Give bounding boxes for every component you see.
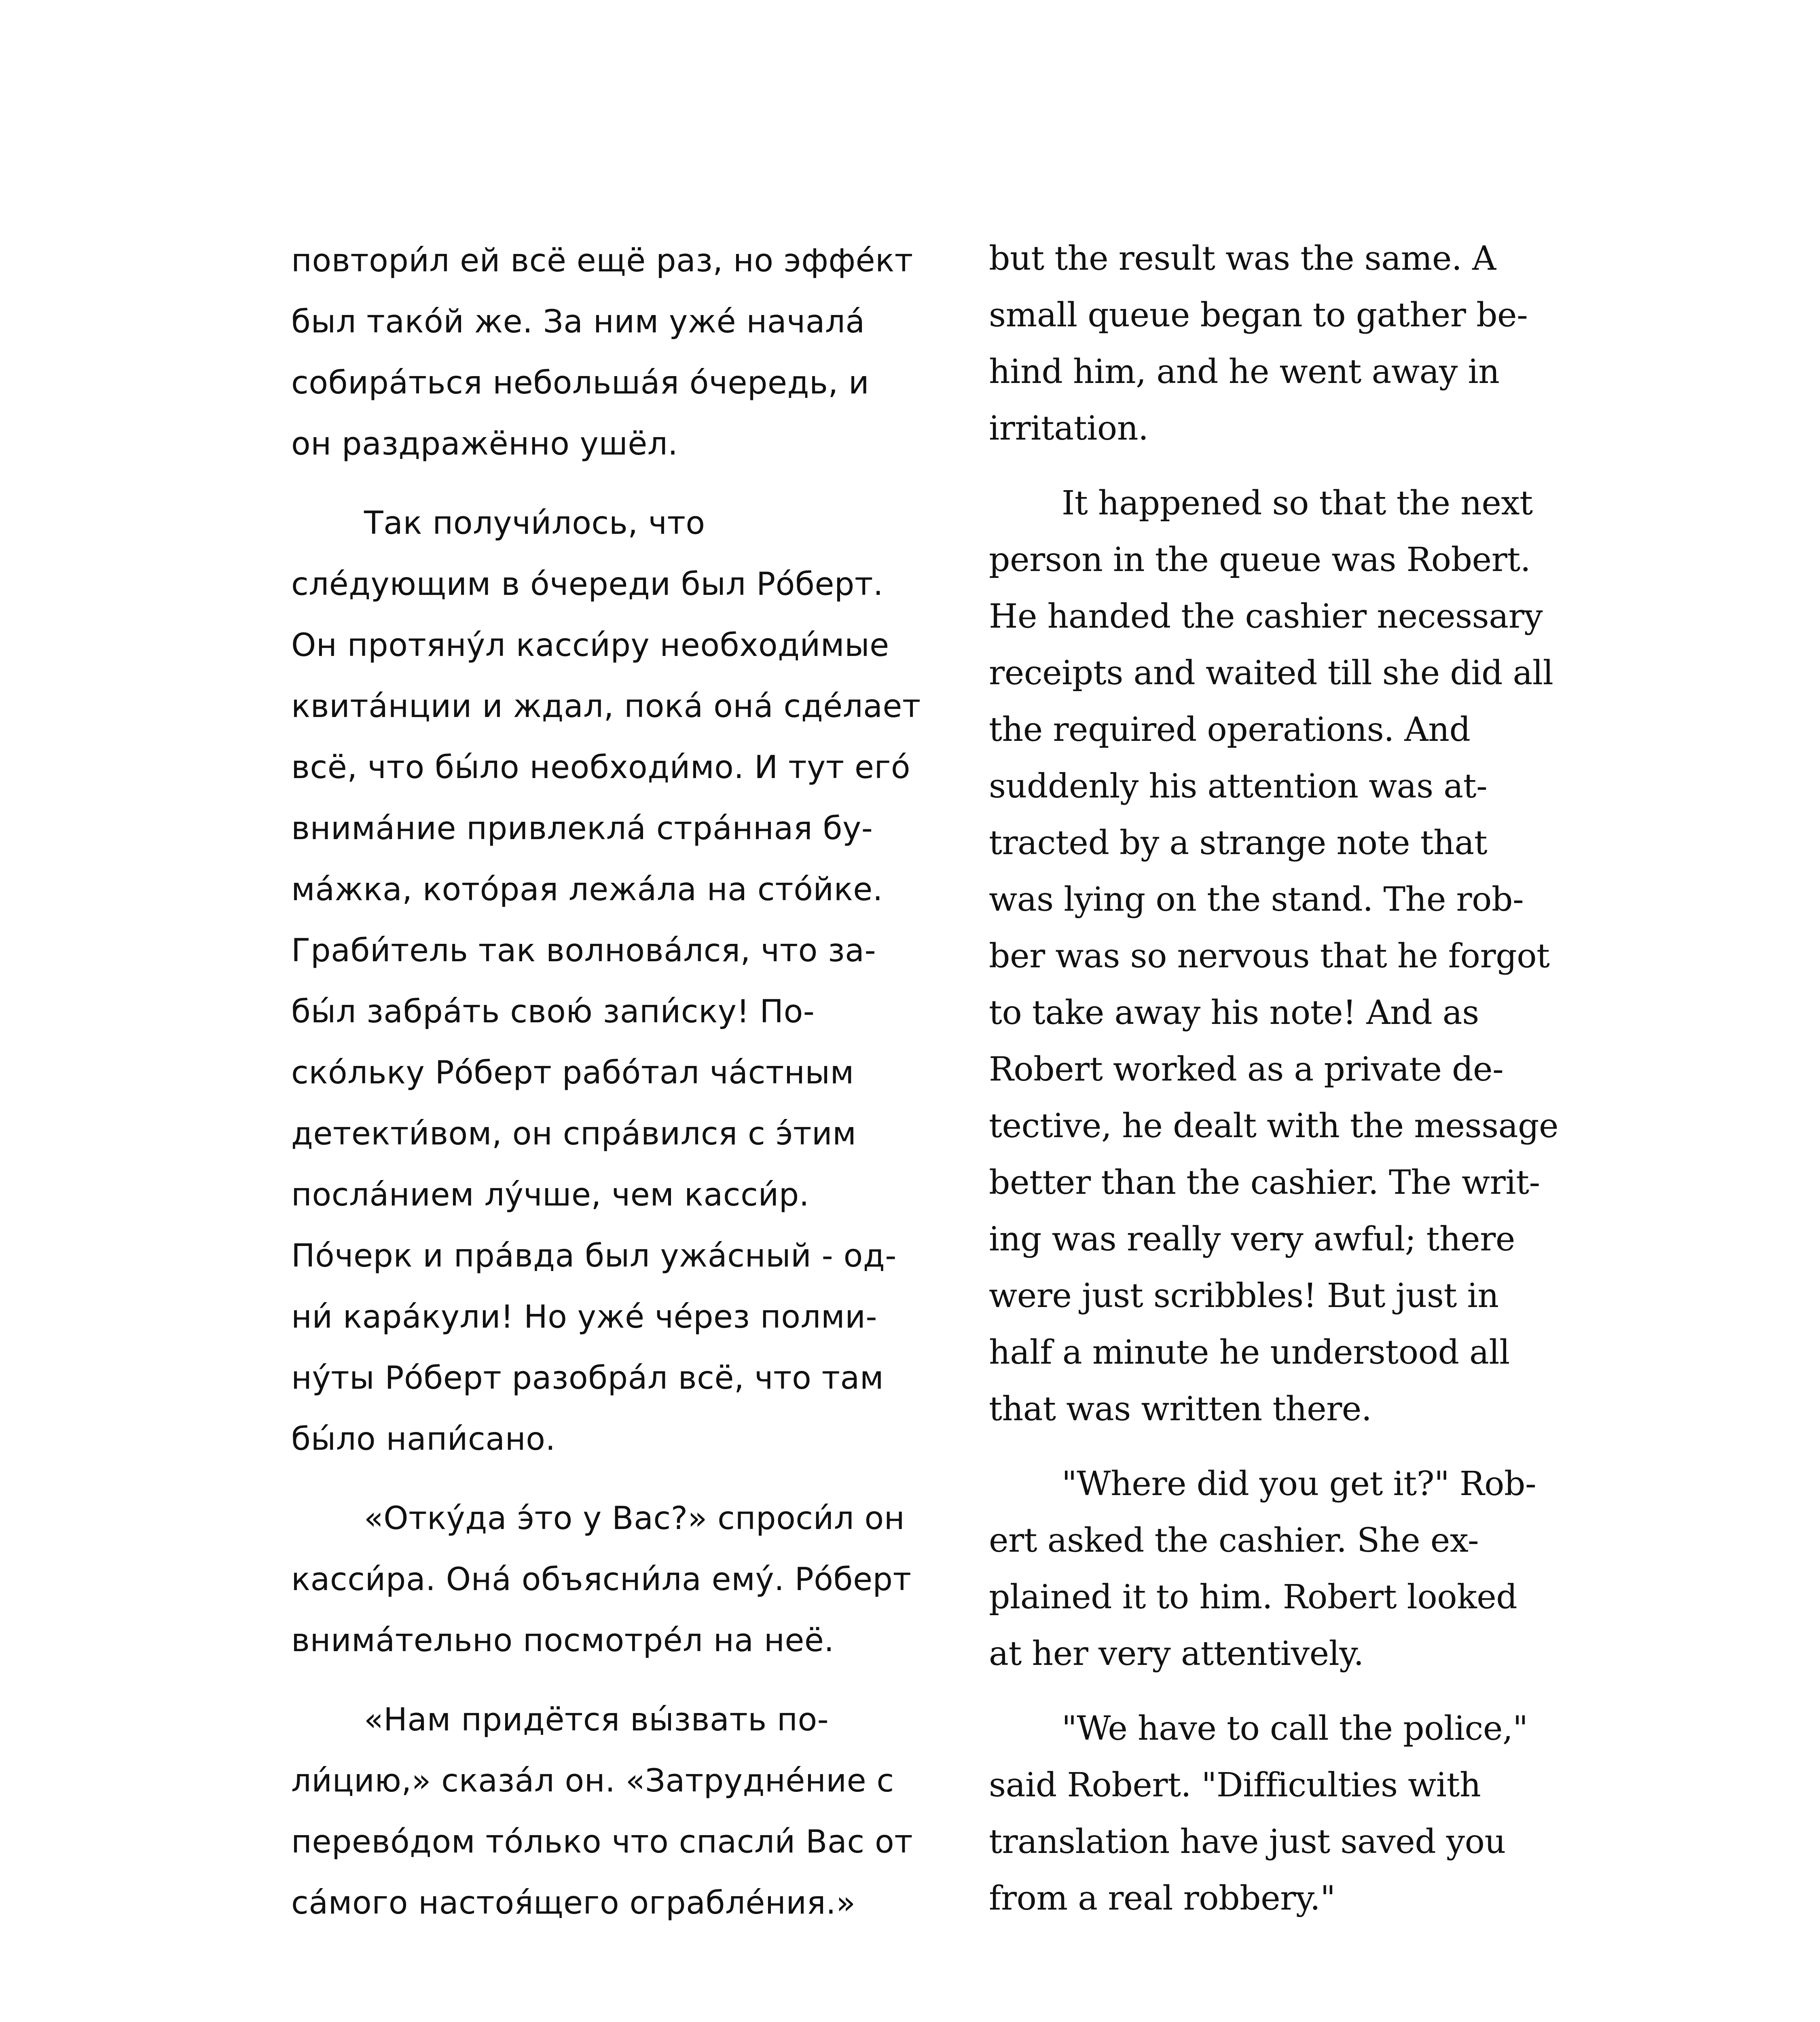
text-line: ли́цию,» сказа́л он. «Затрудне́ние с [291, 1763, 894, 1799]
text-line: сле́дующим в о́череди был Ро́берт. [291, 566, 884, 603]
en-paragraph-3 [989, 1456, 1579, 1682]
text-line: бы́л забра́ть свою́ запи́ску! По- [291, 994, 815, 1030]
text-line: внима́ние привлекла́ стра́нная бу- [291, 810, 873, 847]
text-line: was lying on the stand. The rob- [989, 880, 1524, 919]
ru-paragraph-4 [291, 1690, 959, 1934]
text-line: receipts and waited till she did all [989, 654, 1553, 692]
text-line: Он протяну́л касси́ру необходи́мые [291, 627, 889, 664]
text-line: to take away his note! And as [989, 994, 1479, 1032]
text-line: «Отку́да э́то у Вас?» спроси́л он [364, 1500, 905, 1537]
text-line: tective, he dealt with the message [989, 1107, 1559, 1145]
text-line: Так получи́лось, что [364, 505, 705, 541]
text-line: plained it to him. Robert looked [989, 1578, 1517, 1616]
text-line: ber was so nervous that he forgot [989, 937, 1550, 975]
text-line: the required operations. And [989, 711, 1471, 749]
text-line: са́мого настоя́щего ограбле́ния.» [291, 1885, 856, 1921]
text-line: Граби́тель так волнова́лся, что за- [291, 933, 876, 969]
text-line: повтори́л ей всё ещё раз, но эффе́кт [291, 243, 913, 279]
text-line: that was written there. [989, 1390, 1372, 1428]
text-line: from a real robbery." [989, 1879, 1335, 1918]
text-line: Robert worked as a private de- [989, 1050, 1504, 1089]
text-line: It happened so that the next [1062, 484, 1533, 522]
text-line: "We have to call the police," [1062, 1709, 1528, 1748]
text-line: ert asked the cashier. She ex- [989, 1521, 1479, 1560]
text-line: ма́жка, кото́рая лежа́ла на сто́йке. [291, 871, 883, 908]
text-line: suddenly his attention was at- [989, 767, 1488, 806]
text-line: собира́ться небольша́я о́чередь, и [291, 365, 870, 401]
ru-paragraph-3 [291, 1488, 959, 1671]
text-line: better than the cashier. The writ- [989, 1163, 1540, 1202]
text-line: всё, что бы́ло необходи́мо. И тут его́ [291, 749, 911, 786]
text-line: but the result was the same. A [989, 239, 1496, 278]
en-paragraph-2 [989, 475, 1579, 1438]
text-line: person in the queue was Robert. [989, 541, 1531, 579]
russian-text-column [291, 231, 959, 1934]
text-line: half a minute he understood all [989, 1333, 1510, 1372]
text-line: «Нам придётся вы́звать по- [364, 1702, 829, 1738]
text-line: were just scribbles! But just in [989, 1277, 1499, 1315]
text-line: внима́тельно посмотре́л на неё. [291, 1622, 834, 1659]
text-line: квита́нции и ждал, пока́ она́ сде́лает [291, 688, 921, 725]
text-line: перево́дом то́лько что спасли́ Вас от [291, 1824, 913, 1860]
text-line: был тако́й же. За ним уже́ начала́ [291, 304, 865, 340]
text-line: small queue began to gather be- [989, 296, 1528, 334]
text-line: По́черк и пра́вда был ужа́сный - од- [291, 1238, 897, 1274]
english-text-column [989, 231, 1579, 1927]
text-line: hind him, and he went away in [989, 353, 1500, 391]
text-line: ни́ кара́кули! Но уже́ че́рез полми- [291, 1299, 878, 1335]
en-paragraph-1 [989, 231, 1579, 457]
text-line: He handed the cashier necessary [989, 597, 1543, 636]
text-line: translation have just saved you [989, 1823, 1506, 1861]
text-line: said Robert. "Difficulties with [989, 1766, 1481, 1804]
text-line: посла́нием лу́чше, чем касси́р. [291, 1177, 810, 1213]
text-line: ing was really very awful; there [989, 1220, 1515, 1258]
ru-paragraph-2 [291, 493, 959, 1470]
text-line: "Where did you get it?" Rob- [1062, 1465, 1536, 1503]
text-line: at her very attentively. [989, 1635, 1364, 1673]
text-line: ско́льку Ро́берт рабо́тал ча́стным [291, 1055, 854, 1091]
text-line: детекти́вом, он спра́вился с э́тим [291, 1116, 857, 1152]
text-line: tracted by a strange note that [989, 824, 1488, 862]
text-line: касси́ра. Она́ объясни́ла ему́. Ро́берт [291, 1561, 912, 1598]
text-line: irritation. [989, 409, 1149, 448]
ru-paragraph-1 [291, 231, 959, 475]
en-paragraph-4 [989, 1701, 1579, 1927]
text-line: он раздражённо ушёл. [291, 426, 678, 462]
text-line: ну́ты Ро́берт разобра́л всё, что там [291, 1360, 884, 1396]
text-line: бы́ло напи́сано. [291, 1421, 556, 1457]
